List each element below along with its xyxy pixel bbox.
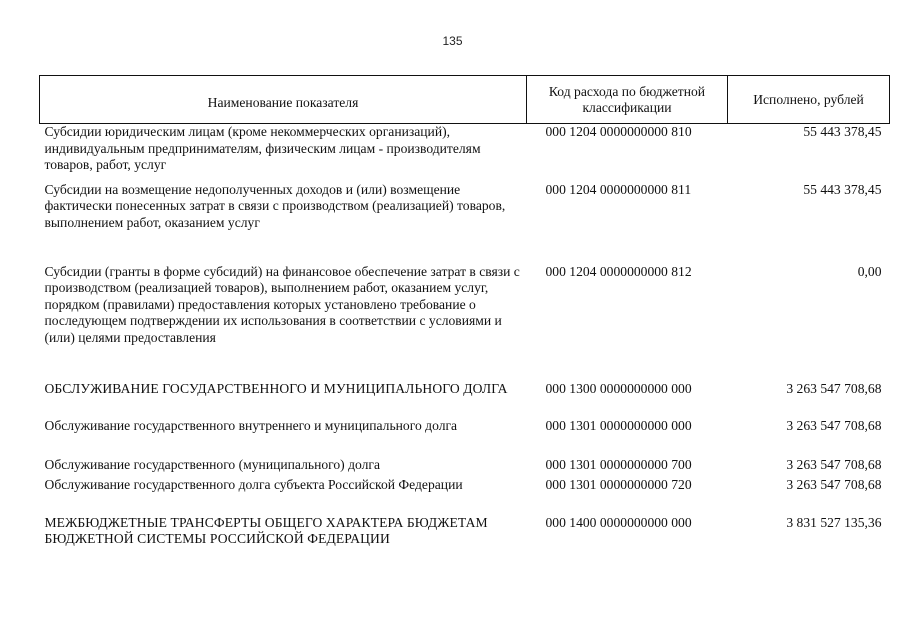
- row-amount: 3 831 527 135,36: [786, 514, 882, 530]
- row-code: 000 1400 0000000000 000: [545, 514, 692, 530]
- row-code: 000 1301 0000000000 720: [545, 476, 692, 492]
- row-name: ОБСЛУЖИВАНИЕ ГОСУДАРСТВЕННОГО И МУНИЦИПАЛЬНОГО ДОЛГА: [44, 380, 508, 396]
- row-code: 000 1204 0000000000 811: [545, 181, 692, 197]
- row-name: Обслуживание государственного долга субъекта Российской Федерации: [44, 476, 463, 492]
- table-row: [40, 477, 890, 515]
- row-name: МЕЖБЮДЖЕТНЫЕ ТРАНСФЕРТЫ ОБЩЕГО ХАРАКТЕРА БЮДЖЕТАМ БЮДЖЕТНОЙ СИСТЕМЫ РОССИЙСКОЙ ФЕДЕРАЦИИ: [44, 514, 488, 547]
- table-header-row: [40, 76, 890, 124]
- row-code: 000 1204 0000000000 810: [545, 124, 692, 139]
- row-amount: 3 263 547 708,68: [786, 417, 882, 433]
- table-row: [40, 457, 890, 477]
- table-row: [40, 381, 890, 418]
- row-code: 000 1204 0000000000 812: [545, 263, 692, 279]
- row-amount: 3 263 547 708,68: [786, 456, 882, 472]
- row-amount: 0,00: [857, 263, 882, 279]
- table-row: [40, 182, 890, 264]
- row-amount: 55 443 378,45: [803, 124, 882, 139]
- table-row: [40, 264, 890, 381]
- header-expense-code: Код расхода по бюджетной классификации: [527, 76, 728, 124]
- table-row: [40, 124, 890, 182]
- row-amount: 55 443 378,45: [803, 181, 882, 197]
- row-code: 000 1301 0000000000 700: [545, 456, 692, 472]
- header-executed-amount: Исполнено, рублей: [728, 76, 890, 124]
- row-name: Обслуживание государственного внутреннего и муниципального долга: [44, 417, 458, 433]
- table-row: [40, 515, 890, 567]
- row-code: 000 1300 0000000000 000: [545, 380, 692, 396]
- row-name: Субсидии юридическим лицам (кроме некоммерческих организаций), индивидуальным предпринимателям, физическим лицам - производителям товаров, работ, услуг: [44, 124, 481, 173]
- row-name: Субсидии на возмещение недополученных доходов и (или) возмещение фактически понесенных затрат в связи с производством (реализацией) товаров, выполнением работ, оказанием услуг: [44, 181, 506, 230]
- header-indicator-name: Наименование показателя: [40, 76, 527, 124]
- row-name: Субсидии (гранты в форме субсидий) на финансовое обеспечение затрат в связи с производством (реализацией товаров), выполнением работ, оказанием услуг, порядком (правилами) предоставления которых установлено требование о последующем подтверждении их использования в соответствии с условиями и (или) целями предоставления: [44, 263, 520, 345]
- row-amount: 3 263 547 708,68: [786, 380, 882, 396]
- row-code: 000 1301 0000000000 000: [545, 417, 692, 433]
- row-name: Обслуживание государственного (муниципального) долга: [44, 456, 381, 472]
- page-number: 135: [442, 34, 463, 48]
- row-amount: 3 263 547 708,68: [786, 476, 882, 492]
- budget-execution-table: [39, 75, 890, 567]
- table-row: [40, 418, 890, 457]
